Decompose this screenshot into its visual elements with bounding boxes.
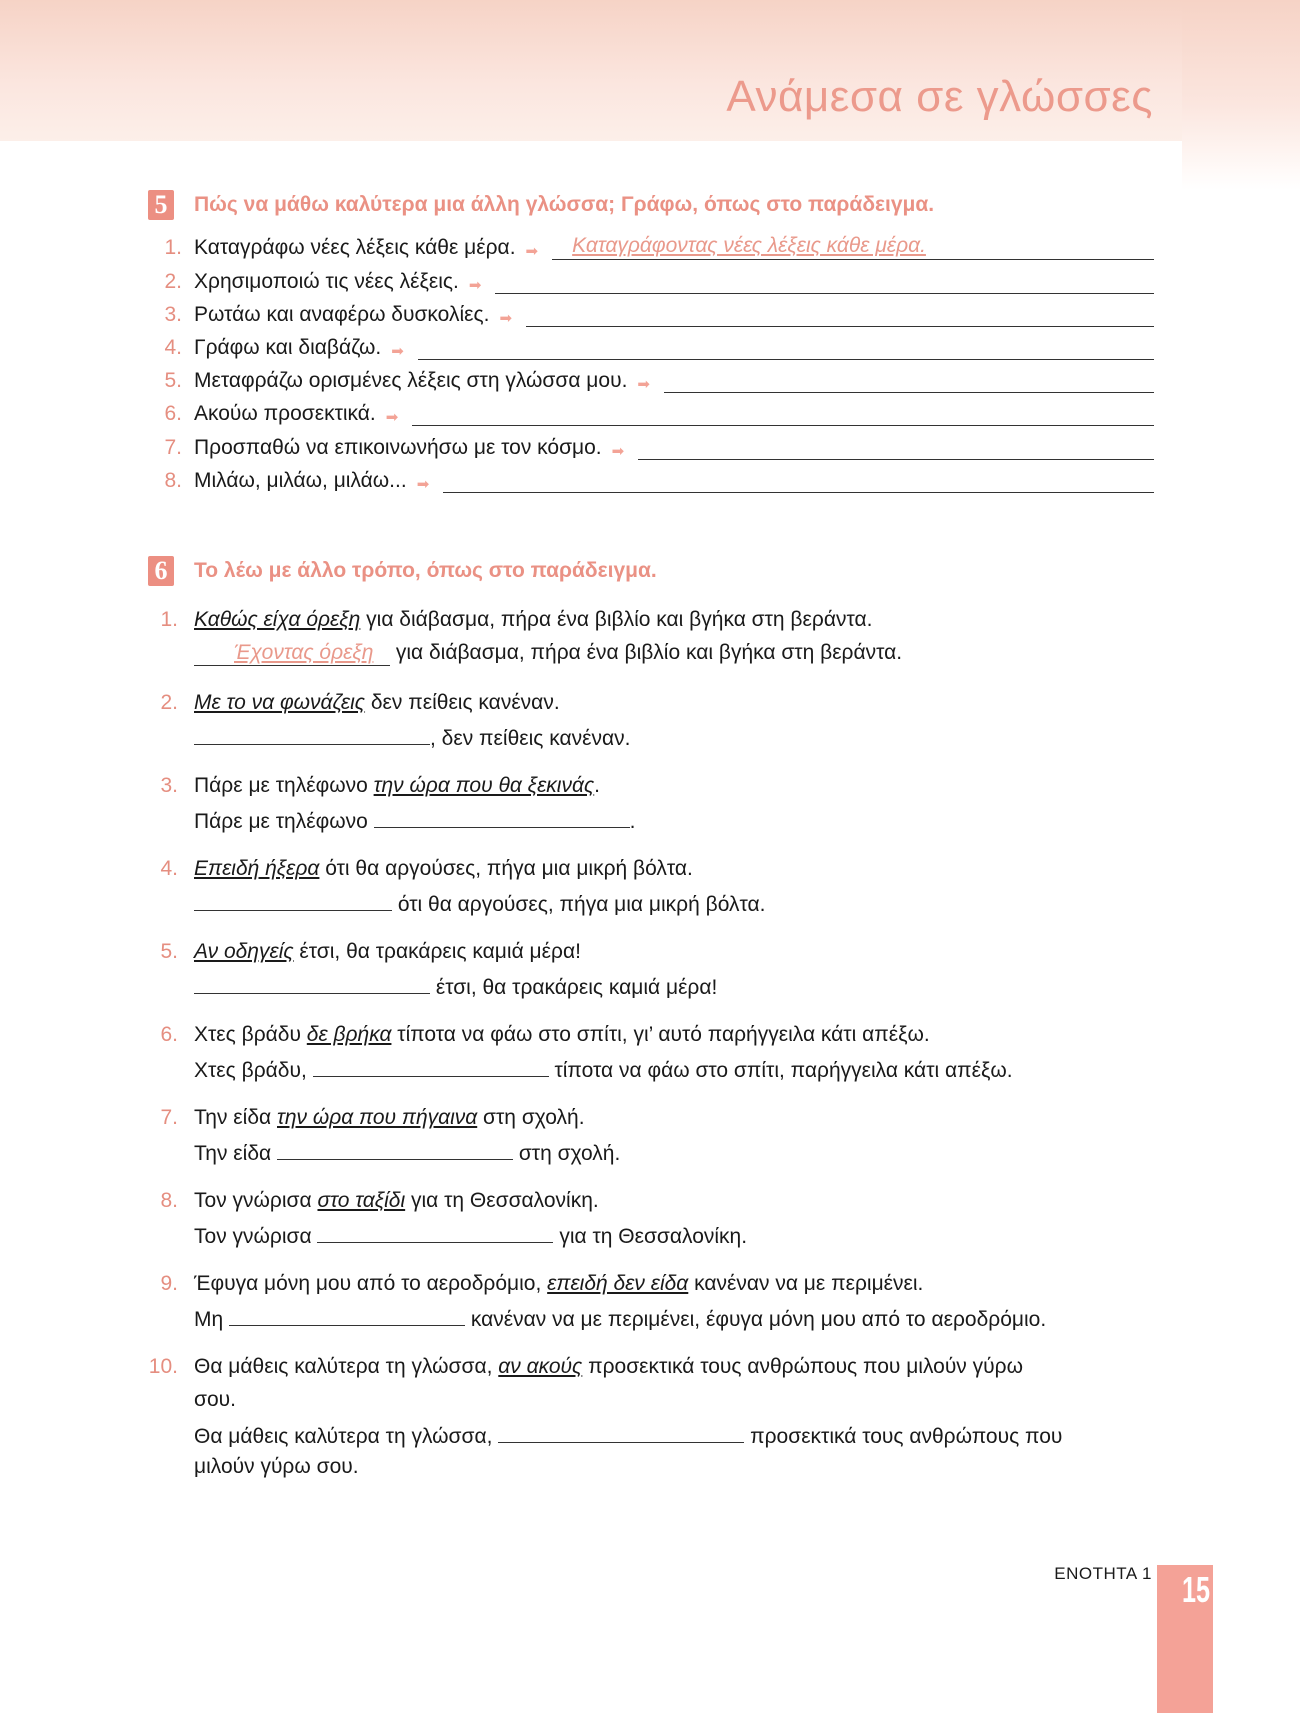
original-sentence	[194, 857, 693, 881]
answer-field[interactable]	[495, 267, 1154, 294]
unit-label: ΕΝΟΤΗΤΑ 1	[1054, 1564, 1152, 1583]
item-number: 4.	[164, 336, 182, 359]
exercise-number-badge: 6	[148, 556, 174, 586]
underlined-phrase: επειδή δεν είδα	[547, 1272, 689, 1295]
exercise-item	[148, 297, 1154, 327]
right-arrow-icon: ➡	[416, 476, 430, 493]
rewrite-sentence	[194, 1422, 1062, 1449]
sentence-part: Πάρε με τηλέφωνο	[194, 810, 374, 833]
item-number: 8.	[160, 1189, 178, 1212]
exercise-item	[148, 463, 1154, 493]
exercise-5-heading	[148, 190, 934, 220]
item-number: 7.	[160, 1106, 178, 1129]
sentence-part: για τη Θεσσαλονίκη.	[405, 1189, 599, 1212]
original-sentence	[194, 608, 872, 632]
sentence-part: προσεκτικά τους ανθρώπους που	[744, 1425, 1063, 1448]
answer-field[interactable]	[664, 366, 1154, 393]
original-sentence	[194, 1355, 1023, 1379]
right-arrow-icon: ➡	[468, 277, 482, 294]
right-arrow-icon: ➡	[525, 243, 539, 260]
sentence-part: ότι θα αργούσες, πήγα μια μικρή βόλτα.	[392, 893, 766, 916]
sentence-part: Θα μάθεις καλύτερα τη γλώσσα,	[194, 1355, 499, 1378]
answer-field[interactable]	[443, 466, 1154, 493]
answer-field[interactable]	[638, 433, 1154, 460]
underlined-phrase: στο ταξίδι	[317, 1189, 406, 1212]
answer-field[interactable]	[526, 300, 1154, 327]
sentence-part: στη σχολή.	[477, 1106, 585, 1129]
rewrite-sentence	[194, 973, 717, 1000]
answer-field[interactable]: Έχοντας όρεξη	[194, 641, 390, 666]
item-sentence: Προσπαθώ να επικοινωνήσω με τον κόσμο.	[194, 436, 602, 459]
exercise-item	[148, 430, 1154, 460]
rewrite-sentence	[194, 641, 902, 666]
answer-field[interactable]	[194, 724, 430, 745]
underlined-phrase: δε βρήκα	[306, 1023, 392, 1046]
original-sentence	[194, 1272, 923, 1296]
right-arrow-icon: ➡	[385, 409, 399, 426]
answer-field[interactable]	[313, 1056, 549, 1077]
page-title: Ανάμεσα σε γλώσσες	[726, 72, 1153, 121]
page-number: 15	[1181, 1569, 1210, 1610]
sentence-part: δεν πείθεις κανέναν.	[365, 691, 560, 714]
right-arrow-icon: ➡	[637, 376, 650, 393]
answer-field[interactable]	[418, 333, 1154, 360]
sentence-part: έτσι, θα τρακάρεις καμιά μέρα!	[430, 976, 718, 999]
item-number: 3.	[164, 303, 182, 326]
sentence-part: .	[594, 774, 600, 797]
answer-field[interactable]	[412, 399, 1154, 426]
item-number: 8.	[164, 469, 182, 492]
item-sentence: Ρωτάω και αναφέρω δυσκολίες.	[194, 303, 490, 326]
underlined-phrase: Επειδή ήξερα	[194, 857, 320, 880]
item-number: 3.	[160, 774, 178, 797]
item-sentence: Γράφω και διαβάζω.	[194, 336, 382, 359]
sentence-part: στη σχολή.	[513, 1142, 621, 1165]
original-sentence-continued: σου.	[194, 1388, 236, 1411]
original-sentence	[194, 1023, 930, 1047]
answer-field[interactable]	[498, 1422, 744, 1443]
original-sentence	[194, 940, 581, 964]
item-number: 4.	[160, 857, 178, 880]
answer-field[interactable]	[194, 973, 430, 994]
exercise-item	[148, 363, 1154, 393]
exercise-item	[148, 264, 1154, 294]
original-sentence	[194, 1106, 585, 1130]
item-number: 2.	[160, 691, 178, 714]
underlined-phrase: Αν οδηγείς	[194, 940, 294, 963]
rewrite-sentence	[194, 724, 630, 751]
original-sentence	[194, 1189, 599, 1213]
exercise-6-heading	[148, 556, 657, 586]
sentence-part: Πάρε με τηλέφωνο	[194, 774, 374, 797]
item-number: 1.	[164, 236, 182, 259]
item-number: 2.	[164, 270, 182, 293]
exercise-number-badge: 5	[148, 190, 174, 220]
sentence-part: για τη Θεσσαλονίκη.	[553, 1225, 748, 1248]
exercise-item	[148, 396, 1154, 426]
header-side-strip	[1182, 0, 1300, 190]
item-sentence: Ακούω προσεκτικά.	[194, 402, 376, 425]
original-sentence	[194, 774, 600, 798]
answer-field[interactable]	[374, 807, 630, 828]
sentence-part: τίποτα να φάω στο σπίτι, γι’ αυτό παρήγγειλα κάτι απέξω.	[391, 1023, 930, 1046]
item-number: 6.	[160, 1023, 178, 1046]
rewrite-sentence	[194, 1056, 1013, 1083]
sentence-part: Την είδα	[194, 1106, 277, 1129]
rewrite-sentence-continued: μιλούν γύρω σου.	[194, 1455, 359, 1478]
answer-field[interactable]	[229, 1305, 465, 1326]
sentence-part: για διάβασμα, πήρα ένα βιβλίο και βγήκα στη βεράντα.	[390, 641, 903, 664]
rewrite-sentence	[194, 1222, 747, 1249]
underlined-phrase: Με το να φωνάζεις	[194, 691, 366, 714]
right-arrow-icon: ➡	[611, 443, 625, 460]
item-number: 5.	[164, 369, 182, 392]
exercise-item	[148, 330, 1154, 360]
sentence-part: για διάβασμα, πήρα ένα βιβλίο και βγήκα στη βεράντα.	[360, 608, 873, 631]
item-sentence: Μεταφράζω ορισμένες λέξεις στη γλώσσα μου.	[194, 369, 628, 392]
item-number: 1.	[160, 608, 178, 631]
sentence-part: ότι θα αργούσες, πήγα μια μικρή βόλτα.	[319, 857, 693, 880]
sentence-part: Τον γνώρισα	[194, 1225, 318, 1248]
sentence-part: .	[629, 810, 636, 833]
exercise-title: Το λέω με άλλο τρόπο, όπως στο παράδειγμα.	[194, 559, 657, 582]
original-sentence	[194, 691, 560, 715]
sentence-part: τίποτα να φάω στο σπίτι, παρήγγειλα κάτι απέξω.	[548, 1059, 1013, 1082]
rewrite-sentence	[194, 1305, 1046, 1332]
item-number: 6.	[164, 402, 182, 425]
sentence-part: , δεν πείθεις κανέναν.	[430, 727, 631, 750]
sentence-part: κανέναν να με περιμένει, έφυγα μόνη μου από το αεροδρόμιο.	[465, 1308, 1047, 1331]
underlined-phrase: αν ακούς	[498, 1355, 583, 1378]
item-number: 5.	[160, 940, 178, 963]
item-number: 10.	[148, 1355, 178, 1378]
page-number-tab	[1157, 1565, 1213, 1713]
answer-field[interactable]	[317, 1222, 553, 1243]
right-arrow-icon: ➡	[499, 310, 513, 327]
rewrite-sentence	[194, 890, 765, 917]
underlined-phrase: Καθώς είχα όρεξη	[194, 608, 361, 631]
rewrite-sentence	[194, 807, 635, 834]
sentence-part: Τον γνώρισα	[194, 1189, 318, 1212]
underlined-phrase: την ώρα που θα ξεκινάς	[373, 774, 595, 797]
rewrite-sentence	[194, 1139, 620, 1166]
right-arrow-icon: ➡	[391, 343, 404, 360]
sentence-part: Θα μάθεις καλύτερα τη γλώσσα,	[194, 1425, 499, 1448]
sentence-part: κανέναν να με περιμένει.	[688, 1272, 924, 1295]
underlined-phrase: την ώρα που πήγαινα	[277, 1106, 478, 1129]
answer-field[interactable]	[552, 233, 1154, 260]
answer-text: Καταγράφοντας νέες λέξεις κάθε μέρα.	[572, 234, 926, 257]
item-number: 9.	[160, 1272, 178, 1295]
sentence-part: Την είδα	[194, 1142, 277, 1165]
exercise-item	[148, 230, 1154, 260]
sentence-part: προσεκτικά τους ανθρώπους που μιλούν γύρω	[582, 1355, 1023, 1378]
item-sentence: Καταγράφω νέες λέξεις κάθε μέρα.	[194, 236, 516, 259]
item-sentence: Χρησιμοποιώ τις νέες λέξεις.	[194, 270, 459, 293]
sentence-part: Μη	[194, 1308, 230, 1331]
item-sentence: Μιλάω, μιλάω, μιλάω...	[194, 469, 407, 492]
sentence-part: έτσι, θα τρακάρεις καμιά μέρα!	[293, 940, 581, 963]
item-number: 7.	[164, 436, 182, 459]
exercise-title: Πώς να μάθω καλύτερα μια άλλη γλώσσα; Γράφω, όπως στο παράδειγμα.	[194, 193, 935, 216]
sentence-part: Χτες βράδυ,	[194, 1059, 313, 1082]
answer-field[interactable]	[277, 1139, 513, 1160]
sentence-part: Έφυγα μόνη μου από το αεροδρόμιο,	[194, 1272, 548, 1295]
sentence-part: Χτες βράδυ	[194, 1023, 307, 1046]
answer-field[interactable]	[194, 890, 392, 911]
